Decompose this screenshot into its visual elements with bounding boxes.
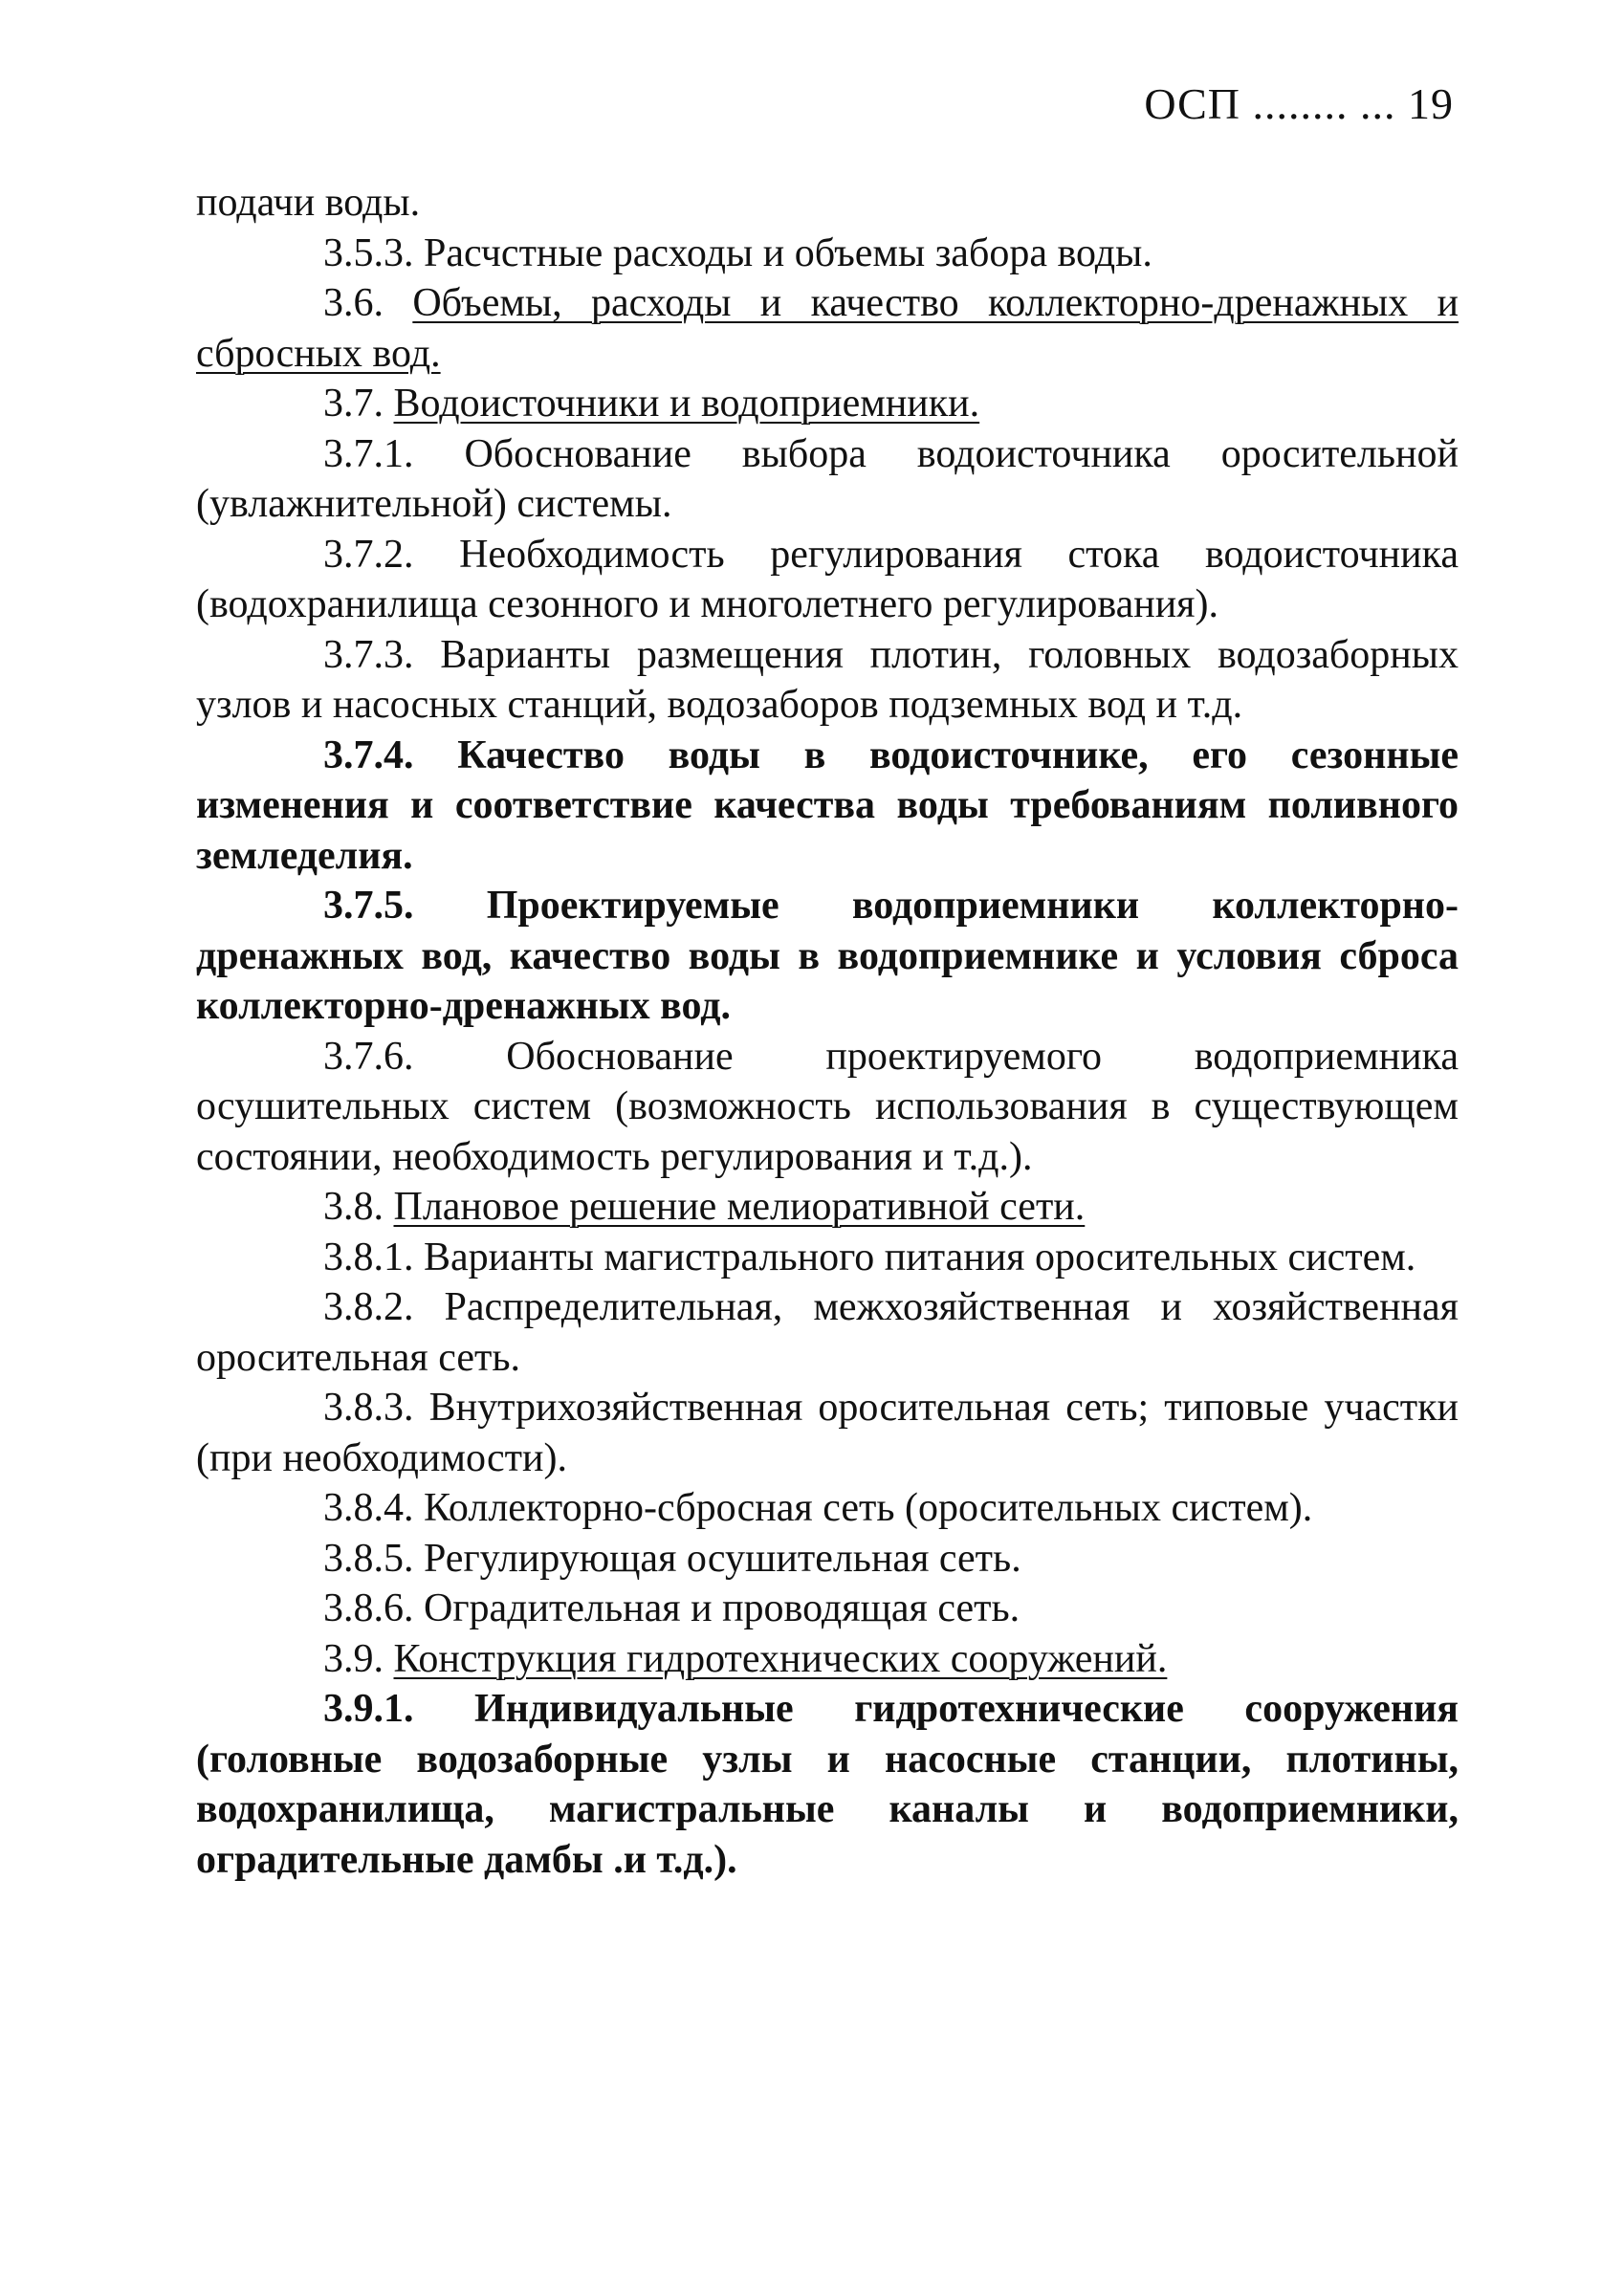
paragraph-3-7-6: 3.7.6. Обоснование проектируемого водоприемника осушительных систем (возможность использования в существующем состоянии, необходимость регулирования и т.д.). xyxy=(196,1034,1459,1179)
document-code: ОСП xyxy=(1144,79,1240,128)
document-body xyxy=(196,178,1459,1885)
paragraph-3-8-3: 3.8.3. Внутрихозяйственная оросительная сеть; типовые участки (при необходимости). xyxy=(196,1386,1459,1480)
paragraph-3-7-5: 3.7.5. Проектируемые водоприемники коллекторно-дренажных вод, качество воды в водоприемнике и условия сброса коллекторно-дренажных вод. xyxy=(196,884,1459,1028)
paragraph-3-7-3: 3.7.3. Варианты размещения плотин, головных водозаборных узлов и насосных станций, водозаборов подземных вод и т.д. xyxy=(196,632,1459,727)
page-number: 19 xyxy=(1408,79,1454,128)
paragraph-1: подачи воды. xyxy=(196,181,421,225)
paragraph-3-7-1: 3.7.1. Обоснование выбора водоисточника оросительной (увлажнительной) системы. xyxy=(196,431,1459,526)
paragraph-3-8-2: 3.8.2. Распределительная, межхозяйственная и хозяйственная оросительная сеть. xyxy=(196,1285,1459,1380)
paragraph-3-8-1: 3.8.1. Варианты магистрального питания оросительных систем. xyxy=(323,1235,1416,1279)
paragraph-3-7-2: 3.7.2. Необходимость регулирования стока водоисточника (водохранилища сезонного и многолетнего регулирования). xyxy=(196,532,1459,626)
paragraph-3-9-1: 3.9.1. Индивидуальные гидротехнические сооружения (головные водозаборные узлы и насосные станции, плотины, водохранилища, магистральные каналы и водоприемники, оградительные дамбы .и т.д.). xyxy=(196,1687,1459,1882)
paragraph-3-8-6: 3.8.6. Оградительная и проводящая сеть. xyxy=(323,1586,1020,1630)
paragraph-3-8-5: 3.8.5. Регулирующая осушительная сеть. xyxy=(323,1536,1021,1581)
paragraph-3-5-3: 3.5.3. Расчстные расходы и объемы забора воды. xyxy=(323,230,1152,275)
header-dots: ........ ... xyxy=(1252,79,1396,128)
paragraph-3-7-4: 3.7.4. Качество воды в водоисточнике, его сезонные изменения и соответствие качества воды требованиям поливного земледелия. xyxy=(196,733,1459,878)
section-heading-3-6: 3.6. Объемы, расходы и качество коллекторно-дренажных и сбросных вод. xyxy=(196,281,1459,376)
section-heading-3-9: 3.9. Конструкция гидротехнических сооружений. xyxy=(323,1636,1168,1681)
section-heading-3-8: 3.8. Плановое решение мелиоративной сети. xyxy=(323,1185,1086,1229)
page-header xyxy=(1052,78,1454,129)
section-heading-3-7: 3.7. Водоисточники и водоприемники. xyxy=(323,382,980,426)
paragraph-3-8-4: 3.8.4. Коллекторно-сбросная сеть (оросительных систем). xyxy=(323,1486,1313,1530)
